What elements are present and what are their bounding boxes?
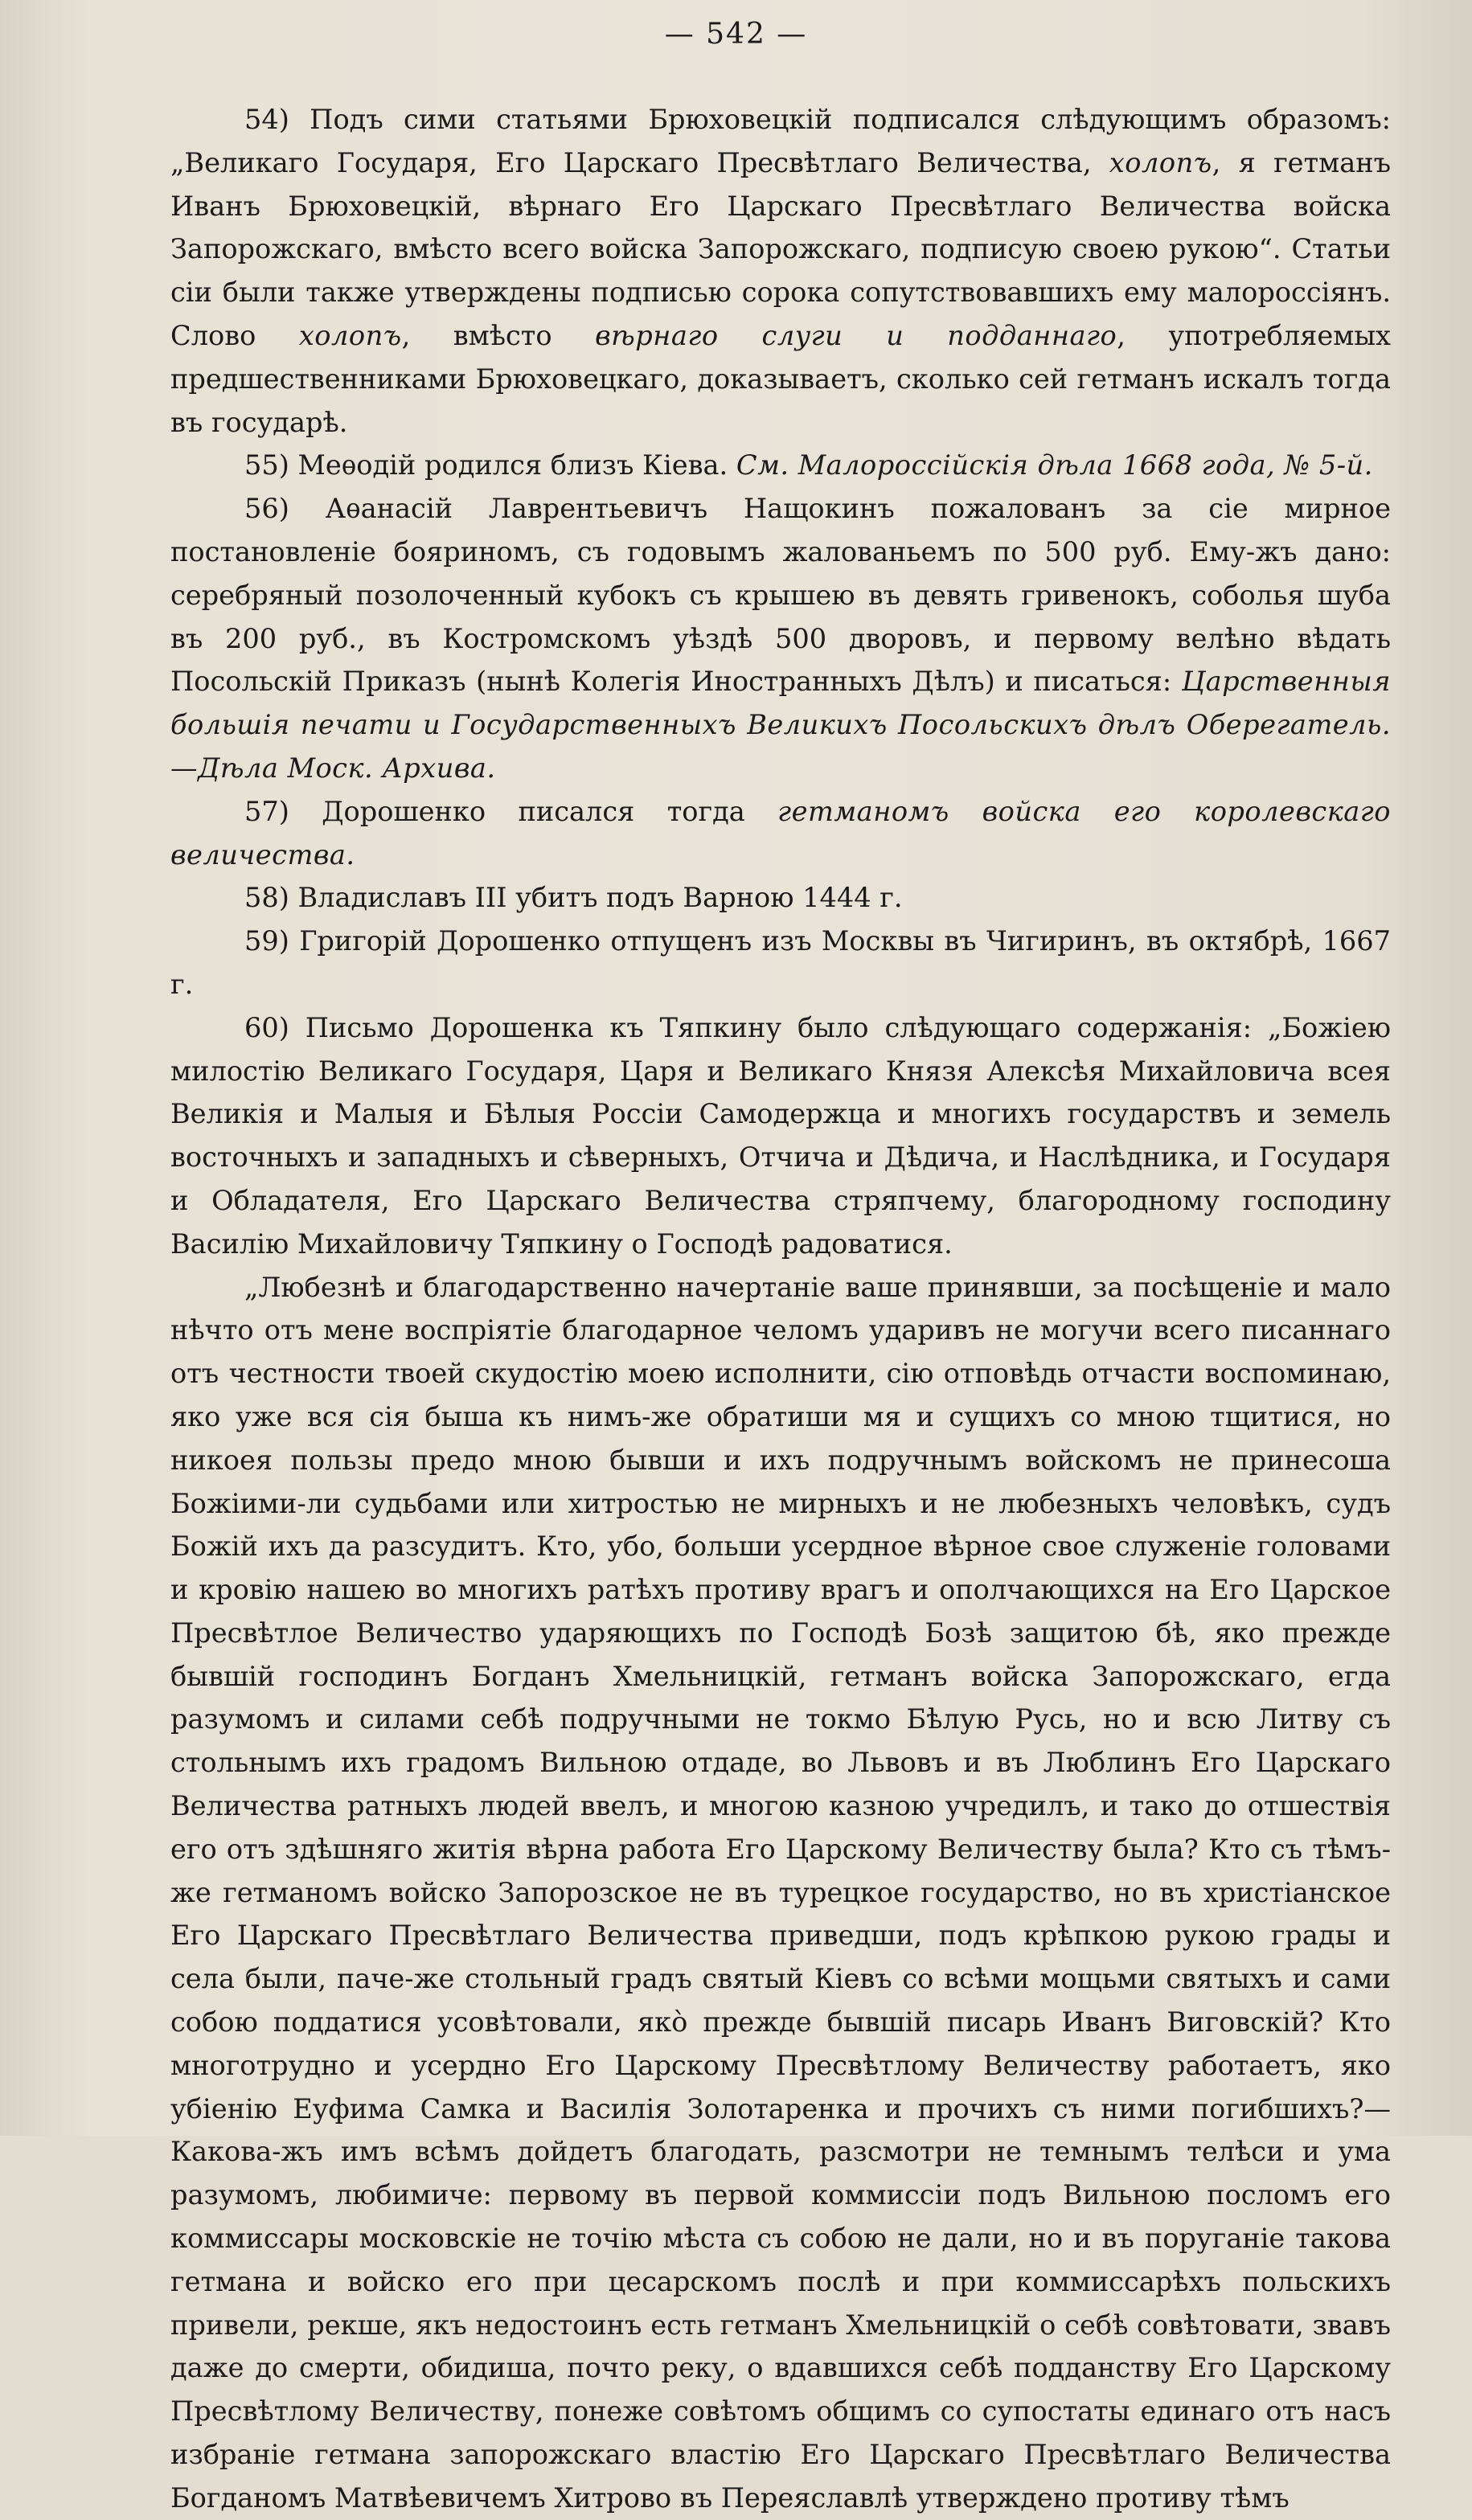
italic-citation: вѣрнаго слуги и подданнаго xyxy=(595,319,1117,351)
note-text: 60) Письмо Дорошенка къ Тяпкину было слѣдующаго содержанія: „Божіею милостію Великаго Государя, Царя и Великаго Князя Алексѣя Михайловича всея Великія и Малыя и Бѣлыя Россіи Самодержца и многихъ государствъ и земель восточныхъ и западныхъ и сѣверныхъ, Отчича и Дѣдича, и Наслѣдника, и Государя и Обладателя, Его Царскаго Величества стряпчему, благородному господину Василію Михайловичу Тяпкину о Господѣ радоватися. xyxy=(170,1011,1391,1260)
note-58 xyxy=(170,876,1391,920)
italic-citation: холопъ xyxy=(298,319,402,351)
italic-citation: гетманомъ войска его королевскаго величества. xyxy=(170,795,1391,871)
note-text: 58) Владиславъ III убитъ подъ Варною 1444 г. xyxy=(244,882,903,914)
page-number: — 542 — xyxy=(664,18,808,51)
note-54 xyxy=(170,98,1391,444)
note-text: „Любезнѣ и благодарственно начертаніе ваше принявши, за посѣщеніе и мало нѣчто отъ мене воспріятіе благодарное челомъ ударивъ не могучи всего писаннаго отъ честности твоей скудостію моею исполнити, сію отповѣдь отчасти воспоминаю, яко уже вся сія быша къ нимъ-же обратиши мя и сущихъ со мною тщитися, но никоея пользы предо мною бывши и ихъ подручнымъ войскомъ не принесоша Божіими-ли судьбами или хитростью не мирныхъ и не любезныхъ человѣкъ, судъ Божій ихъ да разсудитъ. Кто, убо, больши усердное вѣрное свое служеніе головами и кровію нашею во многихъ ратѣхъ противу врагъ и ополчающихся на Его Царское Пресвѣтлое Величество ударяющихъ по Господѣ Бозѣ защитою бѣ, яко прежде бывшій господинъ Богданъ Хмельницкій, гетманъ войска Запорожскаго, егда разумомъ и силами себѣ подручными не токмо Бѣлую Русь, но и всю Литву съ стольнымъ ихъ градомъ Вильною отдаде, во Львовъ и въ Люблинъ Его Царскаго Величества ратныхъ людей ввелъ, и многою казною учредилъ, и тако до отшествія его отъ здѣшняго житія вѣрна работа Его Царскому Величеству была? Кто съ тѣмъ-же гетманомъ войско Запорозское не въ турецкое государство, но въ христіанское Его Царскаго Пресвѣтлаго Величества приведши, подъ крѣпкою рукою грады и села были, паче-же стольный градъ святый Кіевъ со всѣми мощьми святыхъ и сами собою поддатися усовѣтовали, якò прежде бывшій писарь Иванъ Виговскій? Кто многотрудно и усердно Его Царскому Пресвѣтлому Величеству работаетъ, яко убіенію Еуфима Самка и Василія Золотаренка и прочихъ съ ними погибшихъ?—Какова-жъ имъ всѣмъ дойдетъ благодать, разсмотри не темнымъ телѣси и ума разумомъ, любимиче: первому въ первой коммиссіи подъ Вильною посломъ его коммиссары московскіе не точію мѣста съ собою не дали, но и въ поруганіе такова гетмана и войско его при цесарскомъ послѣ и при коммиссарѣхъ польскихъ привели, рекше, якъ недостоинъ есть гетманъ Хмельницкій о себѣ совѣтовати, звавъ даже до смерти, обидиша, почто реку, о вдавшихся себѣ подданству Его Царскому Пресвѣтлому Величеству, понеже совѣтомъ общимъ со супостаты единаго отъ насъ избраніе гетмана запорожскаго властію Его Царскаго Пресвѣтлаго Величества Богданомъ Матвѣевичемъ Хитрово въ Переяславлѣ утверждено противу тѣмъ xyxy=(170,1271,1391,2514)
notes-text-body xyxy=(170,98,1391,2520)
note-57 xyxy=(170,790,1391,877)
italic-citation: См. Малороссійскія дѣла 1668 года, № 5-й. xyxy=(736,449,1373,481)
note-59 xyxy=(170,920,1391,1006)
note-60 xyxy=(170,1006,1391,1266)
note-text: 55) Меѳодій родился близъ Кіева. xyxy=(244,449,736,481)
italic-citation: Царственныя большія печати и Государственныхъ Великихъ Посольскихъ дѣлъ Оберегатель.—Дѣла Моск. Архива. xyxy=(170,666,1391,784)
note-text: 54) Подъ сими статьями Брюховецкій подписался слѣдующимъ образомъ: „Великаго Государя, Его Царскаго Пресвѣтлаго Величества, xyxy=(170,104,1391,178)
note-text: , употребляемых предшественниками Брюховецкаго, доказываетъ, сколько сей гетманъ искалъ тогда въ государѣ. xyxy=(170,319,1391,438)
note-text: , я гетманъ Иванъ Брюховецкій, вѣрнаго Его Царскаго Пресвѣтлаго Величества войска Запорожскаго, вмѣсто всего войска Запорожскаго, подписую своею рукою“. Статьи сіи были также утверждены подписью сорока сопутствовавшихъ ему малороссіянъ. Слово xyxy=(170,146,1392,351)
note-56 xyxy=(170,487,1391,790)
note-text: 57) Дорошенко писался тогда xyxy=(244,795,778,827)
note-60-letter xyxy=(170,1266,1391,2520)
note-text: , вмѣсто xyxy=(401,319,596,351)
note-text: 56) Аѳанасій Лаврентьевичъ Нащокинъ пожалованъ за сіе мирное постановленіе бояриномъ, съ годовымъ жалованьемъ по 500 руб. Ему-жъ дано: серебряный позолоченный кубокъ съ крышею въ девять гривенокъ, соболья шуба въ 200 руб., въ Костромскомъ уѣздѣ 500 дворовъ, и первому велѣно вѣдать Посольскій Приказъ (нынѣ Колегія Иностранныхъ Дѣлъ) и писаться: xyxy=(170,493,1391,698)
note-text: 59) Григорій Дорошенко отпущенъ изъ Москвы въ Чигиринъ, въ октябрѣ, 1667 г. xyxy=(170,925,1391,1000)
italic-citation: холопъ xyxy=(1109,146,1212,178)
note-55 xyxy=(170,444,1391,487)
